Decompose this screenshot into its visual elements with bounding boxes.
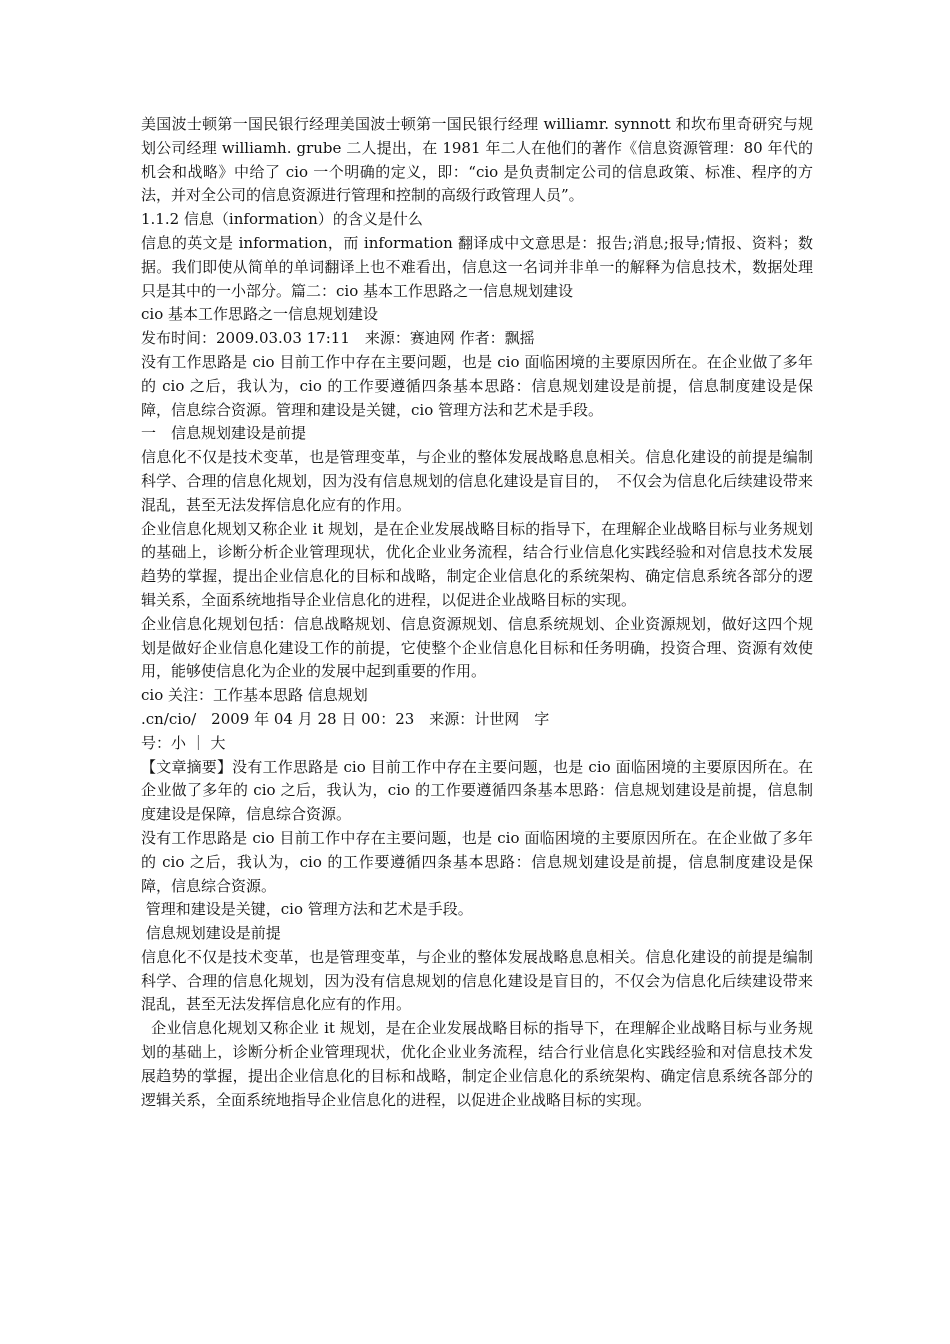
font-size-info: 号：小 ｜ 大 [141, 733, 226, 752]
paragraph-four-approaches: 没有工作思路是 cio 目前工作中存在主要问题，也是 cio 面临困境的主要原因所在。在企业做了多年的 cio 之后，我认为，cio 的工作要遵循四条基本思路：信息规划建设是前提，信息制度建设是保障，信息综合资源。管理和建设是关键，cio 管理方法和艺术是手段。 [141, 352, 813, 419]
article-title: cio 基本工作思路之一信息规划建设 [141, 305, 378, 324]
paragraph-it-planning-2: 企业信息化规划又称企业 it 规划，是在企业发展战略目标的指导下，在理解企业战略目标与业务规划的基础上，诊断分析企业管理现状，优化企业业务流程，结合行业信息化实践经验和对信息技术发展趋势的掌握，提出企业信息化的目标和战略，制定企业信息化的系统架构、确定信息系统各部分的逻辑关系，全面系统地指导企业信息化的进程，以促进企业战略目标的实现。 [141, 1019, 813, 1109]
section-heading-information: 1.1.2 信息（information）的含义是什么 [141, 210, 423, 229]
paragraph-abstract: 【文章摘要】没有工作思路是 cio 目前工作中存在主要问题，也是 cio 面临困境的主要原因所在。在企业做了多年的 cio 之后，我认为，cio 的工作要遵循四条基本思路：信息规划建设是前提，信息制度建设是保障，信息综合资源。 [141, 757, 813, 824]
paragraph-informatization-change: 信息化不仅是技术变革，也是管理变革，与企业的整体发展战略息息相关。信息化建设的前提是编制科学、合理的信息化规划，因为没有信息规划的信息化建设是盲目的， 不仅会为信息化后续建设带来混乱，甚至无法发挥信息化应有的作用。 [141, 448, 813, 514]
section-heading-planning-2: 信息规划建设是前提 [141, 924, 281, 943]
paragraph-planning-includes: 企业信息化规划包括：信息战略规划、信息资源规划、信息系统规划、企业资源规划，做好这四个规划是做好企业信息化建设工作的前提，它使整个企业信息化目标和任务明确，投资合理、资源有效使用，能够使信息化为企业的发展中起到重要的作用。 [141, 614, 813, 681]
paragraph-four-approaches-2: 没有工作思路是 cio 目前工作中存在主要问题，也是 cio 面临困境的主要原因所在。在企业做了多年的 cio 之后，我认为，cio 的工作要遵循四条基本思路：信息规划建设是前提，信息制度建设是保障，信息综合资源。 [141, 828, 813, 895]
section-heading-planning: 一 信息规划建设是前提 [141, 424, 307, 443]
article-title-2: cio 关注：工作基本思路 信息规划 [141, 686, 368, 705]
paragraph-information-meaning: 信息的英文是 information，而 information 翻译成中文意思是：报告;消息;报导;情报、资料；数据。我们即使从简单的单词翻译上也不难看出，信息这一名词并非单一的解释为信息技术，数据处理只是其中的一小部分。篇二：cio 基本工作思路之一信息规划建设 [141, 233, 813, 300]
paragraph-informatization-change-2: 信息化不仅是技术变革，也是管理变革，与企业的整体发展战略息息相关。信息化建设的前提是编制科学、合理的信息化规划，因为没有信息规划的信息化建设是盲目的，不仅会为信息化后续建设带来混乱，甚至无法发挥信息化应有的作用。 [141, 947, 813, 1014]
paragraph-management-key: 管理和建设是关键，cio 管理方法和艺术是手段。 [141, 900, 473, 919]
paragraph-cio-definition: 美国波士顿第一国民银行经理美国波士顿第一国民银行经理 williamr. synnott 和坎布里奇研究与规划公司经理 williamh. grube 二人提出，在 1981 年二人在他们的著作《信息资源管理：80 年代的机会和战略》中给了 cio 一个明确的定义，即：“cio 是负责制定公司的信息政策、标准、程序的方法，并对全公司的信息资源进行管理和控制的高级行政管理人员”。 [141, 115, 813, 205]
document-body [141, 113, 813, 1112]
source-info: .cn/cio/ 2009 年 04 月 28 日 00：23 来源：计世网 字 [141, 709, 550, 728]
publish-info: 发布时间：2009.03.03 17:11 来源：赛迪网 作者：飘摇 [141, 329, 535, 348]
paragraph-it-planning: 企业信息化规划又称企业 it 规划，是在企业发展战略目标的指导下，在理解企业战略目标与业务规划的基础上，诊断分析企业管理现状，优化企业业务流程，结合行业信息化实践经验和对信息技术发展趋势的掌握，提出企业信息化的目标和战略，制定企业信息化的系统架构、确定信息系统各部分的逻辑关系，全面系统地指导企业信息化的进程，以促进企业战略目标的实现。 [141, 519, 813, 609]
